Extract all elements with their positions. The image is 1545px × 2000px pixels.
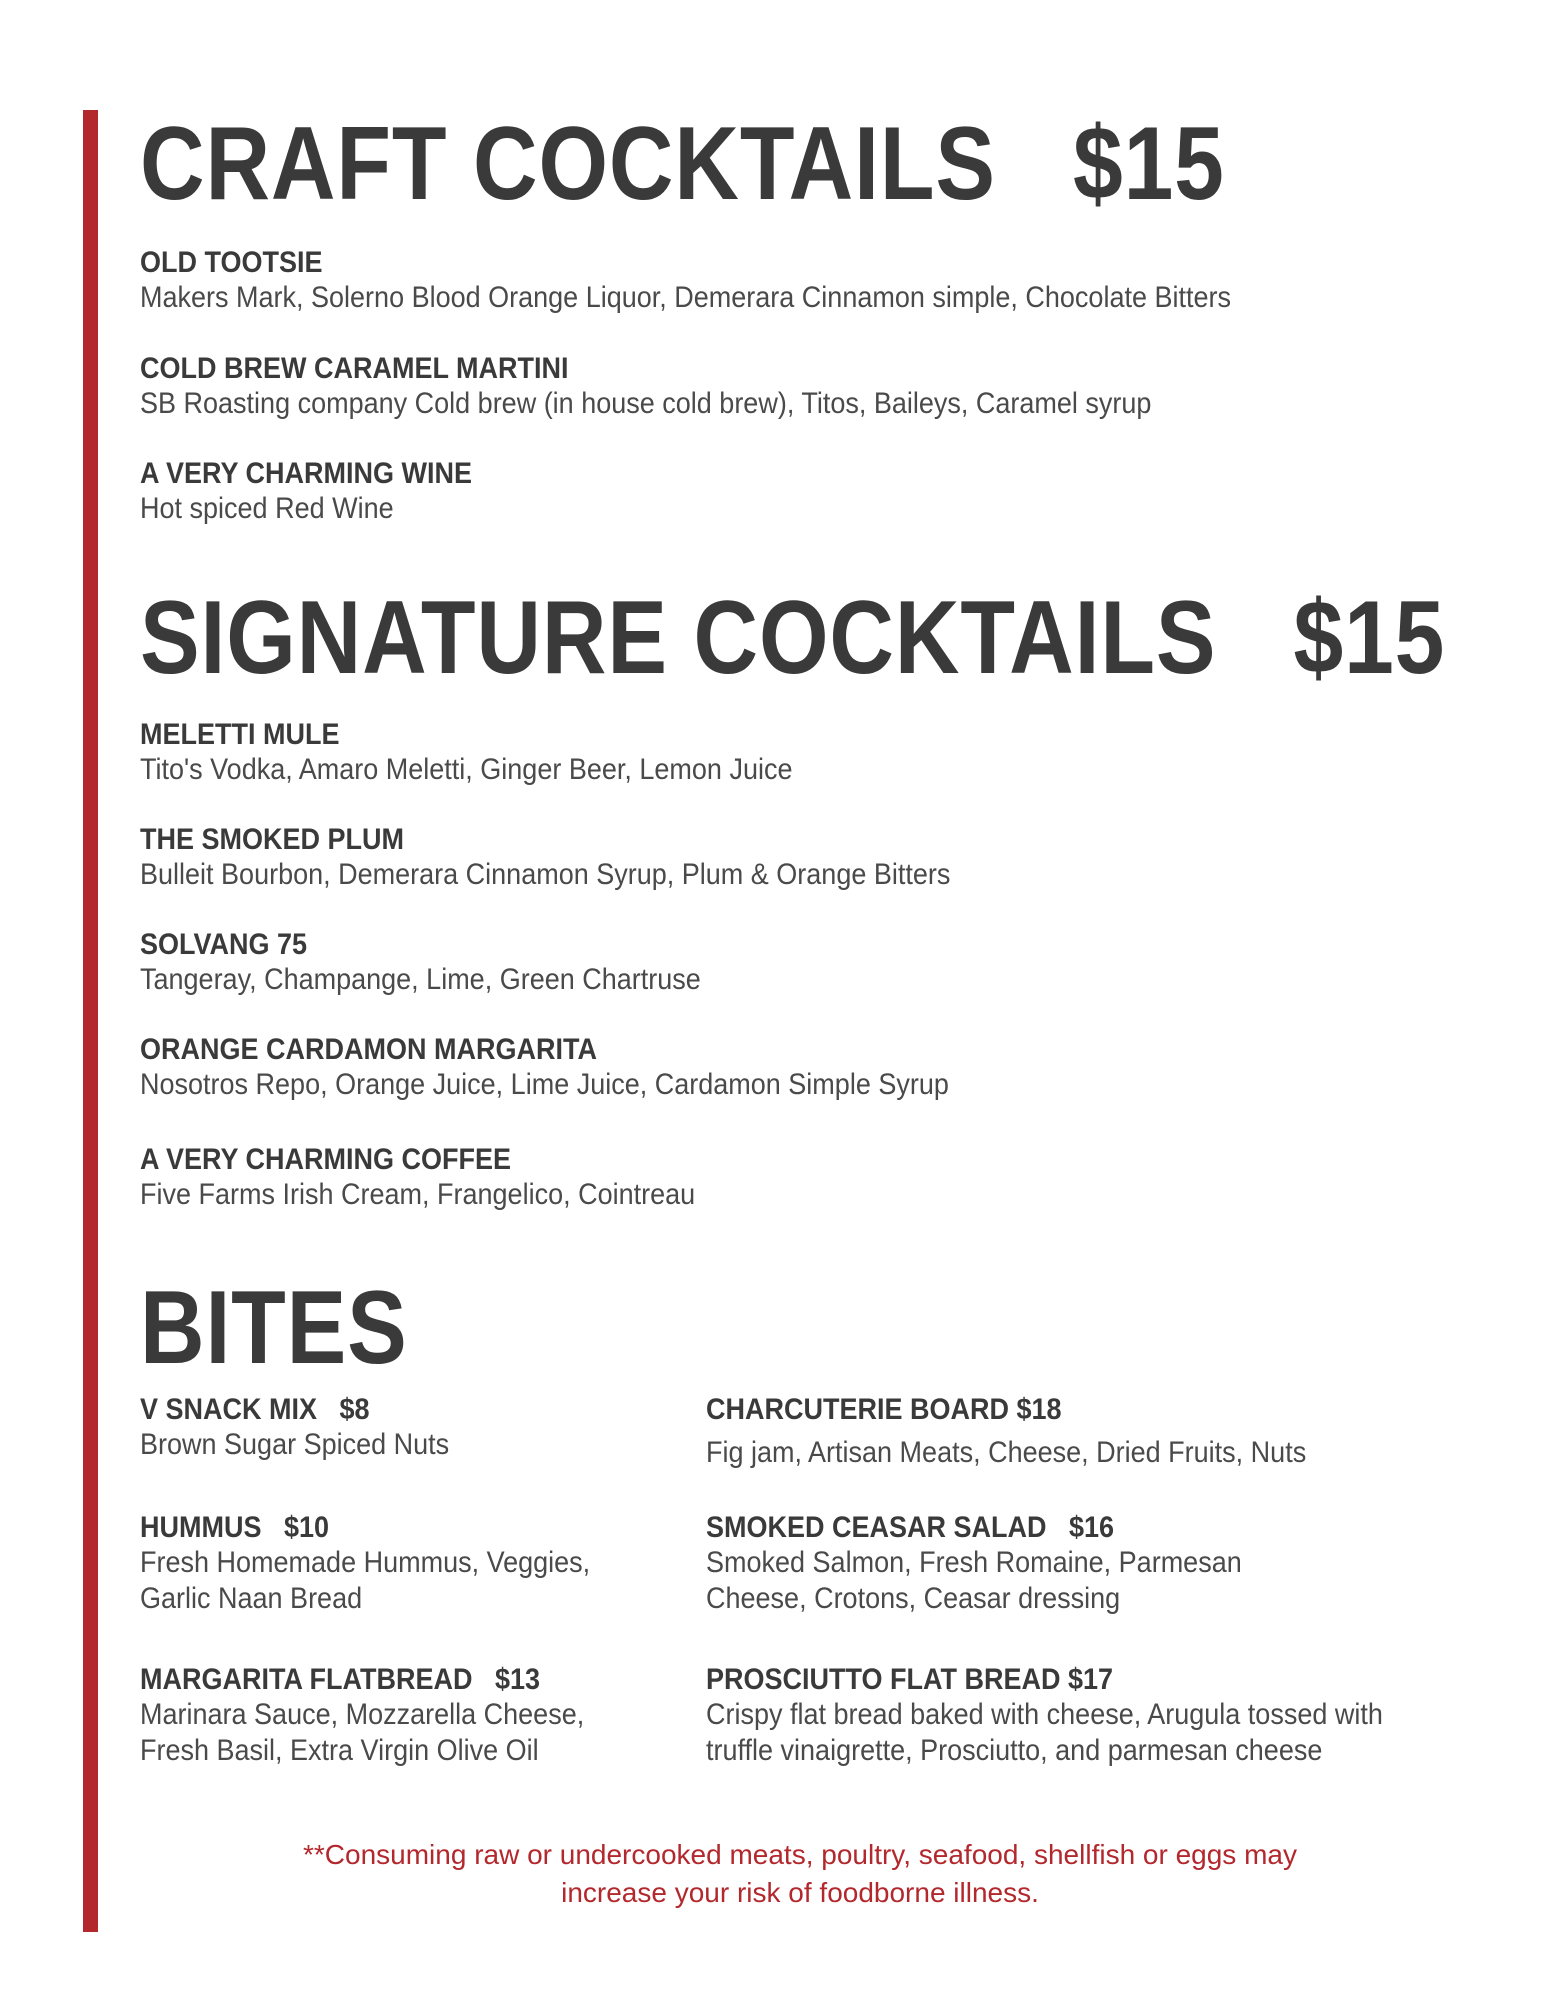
item-name: A VERY CHARMING COFFEE	[140, 1143, 512, 1176]
item-description: Nosotros Repo, Orange Juice, Lime Juice, Cardamon Simple Syrup	[140, 1068, 949, 1101]
menu-item-cold-brew-caramel-martini	[140, 352, 1264, 422]
item-name: HUMMUS $10	[140, 1511, 330, 1544]
menu-item-hummus	[140, 1511, 640, 1617]
menu-item-a-very-charming-coffee	[140, 1143, 757, 1213]
menu-item-meletti-mule	[140, 718, 865, 788]
item-description: Fresh Basil, Extra Virgin Olive Oil	[140, 1734, 539, 1767]
menu-item-smoked-ceasar-salad	[706, 1511, 1301, 1617]
item-name: CHARCUTERIE BOARD $18	[706, 1393, 1062, 1426]
item-description: Cheese, Crotons, Ceasar dressing	[706, 1582, 1121, 1615]
item-name: A VERY CHARMING WINE	[140, 457, 473, 490]
item-description: SB Roasting company Cold brew (in house cold brew), Titos, Baileys, Caramel syrup	[140, 387, 1152, 420]
item-description: Crispy flat bread baked with cheese, Arugula tossed with	[706, 1698, 1383, 1731]
item-description: Tangeray, Champange, Lime, Green Chartruse	[140, 963, 701, 996]
item-name: THE SMOKED PLUM	[140, 823, 405, 856]
item-description: Garlic Naan Bread	[140, 1582, 363, 1615]
item-description: Fresh Homemade Hummus, Veggies,	[140, 1546, 591, 1579]
item-description: truffle vinaigrette, Prosciutto, and parmesan cheese	[706, 1734, 1323, 1767]
item-name: PROSCIUTTO FLAT BREAD $17	[706, 1663, 1114, 1696]
item-name: V SNACK MIX $8	[140, 1393, 370, 1426]
item-description: Hot spiced Red Wine	[140, 492, 394, 525]
item-name: SOLVANG 75	[140, 928, 308, 961]
menu-item-solvang-75	[140, 928, 763, 998]
item-name: OLD TOOTSIE	[140, 246, 323, 279]
red-accent-bar	[83, 110, 98, 1932]
menu-item-prosciutto-flat-bread	[706, 1663, 1458, 1769]
menu-item-a-very-charming-wine	[140, 457, 509, 527]
menu-item-charcuterie-board	[706, 1393, 1373, 1471]
item-description: Bulleit Bourbon, Demerara Cinnamon Syrup, Plum & Orange Bitters	[140, 858, 951, 891]
menu-item-v-snack-mix	[140, 1393, 484, 1463]
item-name: MELETTI MULE	[140, 718, 340, 751]
signature-cocktails-heading: SIGNATURE COCKTAILS $15	[140, 580, 1446, 696]
item-description: Five Farms Irish Cream, Frangelico, Cointreau	[140, 1178, 696, 1211]
menu-item-the-smoked-plum	[140, 823, 1040, 893]
menu-item-margarita-flatbread	[140, 1663, 634, 1769]
item-description: Fig jam, Artisan Meats, Cheese, Dried Fruits, Nuts	[706, 1436, 1307, 1469]
item-name: SMOKED CEASAR SALAD $16	[706, 1511, 1115, 1544]
item-name: MARGARITA FLATBREAD $13	[140, 1663, 541, 1696]
item-name: COLD BREW CARAMEL MARTINI	[140, 352, 569, 385]
footnote-line-2: increase your risk of foodborne illness.	[561, 1877, 1039, 1908]
food-safety-footnote	[300, 1836, 1300, 1912]
item-name: ORANGE CARDAMON MARGARITA	[140, 1033, 597, 1066]
craft-cocktails-heading: CRAFT COCKTAILS $15	[140, 106, 1225, 222]
menu-item-orange-cardamon-margarita	[140, 1033, 1039, 1103]
item-description: Marinara Sauce, Mozzarella Cheese,	[140, 1698, 585, 1731]
bites-heading: BITES	[140, 1270, 408, 1386]
item-description: Brown Sugar Spiced Nuts	[140, 1428, 450, 1461]
item-description: Smoked Salmon, Fresh Romaine, Parmesan	[706, 1546, 1242, 1579]
menu-item-old-tootsie	[140, 246, 1352, 316]
item-description: Makers Mark, Solerno Blood Orange Liquor, Demerara Cinnamon simple, Chocolate Bitters	[140, 281, 1231, 314]
footnote-line-1: **Consuming raw or undercooked meats, poultry, seafood, shellfish or eggs may	[303, 1839, 1297, 1870]
item-description: Tito's Vodka, Amaro Meletti, Ginger Beer, Lemon Juice	[140, 753, 793, 786]
